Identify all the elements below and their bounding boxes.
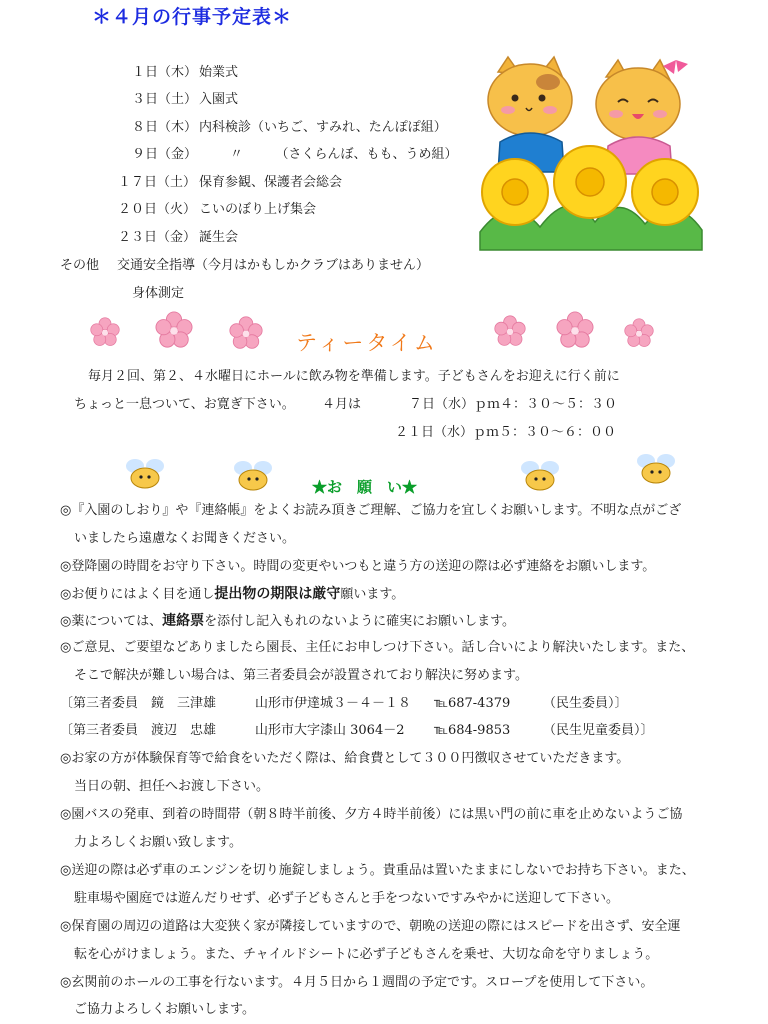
event-date: ３日（土） (132, 92, 198, 107)
cherry-blossom-icon (228, 316, 264, 350)
request-item: ◎玄関前のホールの工事を行ないます。４月５日から１週間の予定です。スロープを使用して下さい。 (60, 975, 654, 990)
request-item (60, 614, 515, 628)
request-item: いましたら遠慮なくお聞きください。 (74, 531, 296, 546)
request-item: ◎保育園の周辺の道路は大変狭く家が隣接していますので、朝晩の送迎の際にはスピードを出さず、安全運 (60, 919, 681, 934)
committee-member-phone: ℡684-9853 (434, 723, 511, 738)
request-item: 力よろしくお願い致します。 (74, 835, 242, 850)
request-item: ◎お家の方が体験保育等で給食をいただく際は、給食費として３００円徴収させていただきます。 (60, 751, 630, 766)
committee-member-role: （民生児童委員）〕 (543, 723, 654, 738)
request-item: ◎ご意見、ご要望などありましたら園長、主任にお申しつけ下さい。話し合いにより解決いたします。また、 (60, 640, 695, 655)
request-item: ◎送迎の際は必ず車のエンジンを切り施錠しましょう。貴重品は置いたままにしないでお持ち下さい。また、 (60, 863, 695, 878)
event-date: ２３日（金） (118, 230, 197, 245)
cherry-blossom-icon (155, 311, 193, 349)
request-item: そこで解決が難しい場合は、第三者委員会が設置されており解決に努めます。 (74, 668, 528, 683)
bee-icon (520, 458, 560, 492)
event-date: １７日（土） (118, 175, 197, 190)
request-item (60, 587, 404, 601)
request-item: ◎登降園の時間をお守り下さい。時間の変更やいつもと違う方の送迎の際は必ず連絡をお願いします。 (60, 559, 656, 574)
request-emphasis: 連絡票 (162, 613, 205, 629)
request-text: ◎お便りにはよく目を通し (60, 587, 215, 602)
other-item: 身体測定 (132, 286, 185, 301)
request-item: ◎園バスの発車、到着の時間帯（朝８時半前後、夕方４時半前後）には黒い門の前に車を止めないようご協 (60, 807, 683, 822)
cherry-blossom-icon (624, 318, 654, 348)
request-emphasis: 提出物の期限は厳守 (214, 586, 341, 602)
committee-member-address: 山形市伊達城３－４－１８ (255, 696, 412, 711)
teatime-line2: ちょっと一息ついて、お寛ぎ下さい。 (74, 397, 295, 412)
request-item: 当日の朝、担任へお渡し下さい。 (74, 779, 270, 794)
sunflowers (480, 146, 702, 250)
cherry-blossom-icon (90, 317, 120, 347)
request-text: ◎薬については、 (60, 614, 163, 629)
request-item: 駐車場や園庭では遊んだりせず、必ず子どもさんと手をつないですみやかに送迎して下さい。 (74, 891, 619, 906)
page-title: ＊４月の行事予定表＊ (92, 6, 293, 28)
requests-title: ★お 願 い★ (312, 478, 418, 496)
request-item: 転を心がけましょう。また、チャイルドシートに必ず子どもさんを乗せ、大切な命を守りましょう。 (74, 947, 659, 962)
committee-member-phone: ℡687-4379 (434, 696, 511, 711)
teatime-month: ４月は (322, 397, 362, 412)
teatime-date2: ２１日（水）ｐｍ５：３０～６：００ (395, 425, 617, 440)
event-text: 入園式 (199, 92, 239, 107)
committee-member-address: 山形市大字漆山 3064－2 (255, 723, 405, 738)
event-text: こいのぼり上げ集会 (199, 202, 317, 217)
request-text: 願います。 (340, 587, 405, 602)
teatime-line1: 毎月２回、第２、４水曜日にホールに飲み物を準備します。子どもさんをお迎えに行く前に (88, 369, 620, 384)
kittens-flowers-illustration (470, 52, 710, 252)
teatime-title: ティータイム (296, 331, 438, 355)
event-text: 内科検診（いちご、すみれ、たんぽぽ組） (199, 120, 447, 135)
event-date: ９日（金） (132, 147, 198, 162)
request-item: ◎『入園のしおり』や『連絡帳』をよくお読み頂きご理解、ご協力を宜しくお願いします。不明な点がござ (60, 503, 682, 518)
event-date: １日（木） (132, 65, 198, 80)
other-item: 交通安全指導（今月はかもしかクラブはありません） (117, 258, 430, 273)
other-label: その他 (60, 258, 100, 273)
event-text: 始業式 (199, 65, 239, 80)
event-text: 保育参観、保護者会総会 (199, 175, 343, 190)
cherry-blossom-icon (556, 311, 594, 349)
committee-member-name: 〔第三者委員 渡辺 忠雄 (60, 723, 217, 738)
committee-member-role: （民生委員）〕 (543, 696, 628, 711)
event-date: ２０日（火） (118, 202, 197, 217)
request-item: ご協力よろしくお願いします。 (74, 1002, 255, 1017)
event-text: 〃 （さくらんぼ、もも、うめ組） (230, 147, 458, 162)
teatime-date1: ７日（水）ｐｍ４：３０～５：３０ (409, 397, 618, 412)
committee-member-name: 〔第三者委員 鏡 三津雄 (60, 696, 217, 711)
bee-icon (125, 456, 165, 490)
event-text: 誕生会 (199, 230, 239, 245)
request-text: を添付し記入もれのないように確実にお願いします。 (204, 614, 516, 629)
event-date: ８日（木） (132, 120, 198, 135)
bee-icon (233, 458, 273, 492)
bee-icon (636, 451, 676, 485)
cherry-blossom-icon (494, 315, 526, 347)
kitten-left (488, 57, 572, 172)
